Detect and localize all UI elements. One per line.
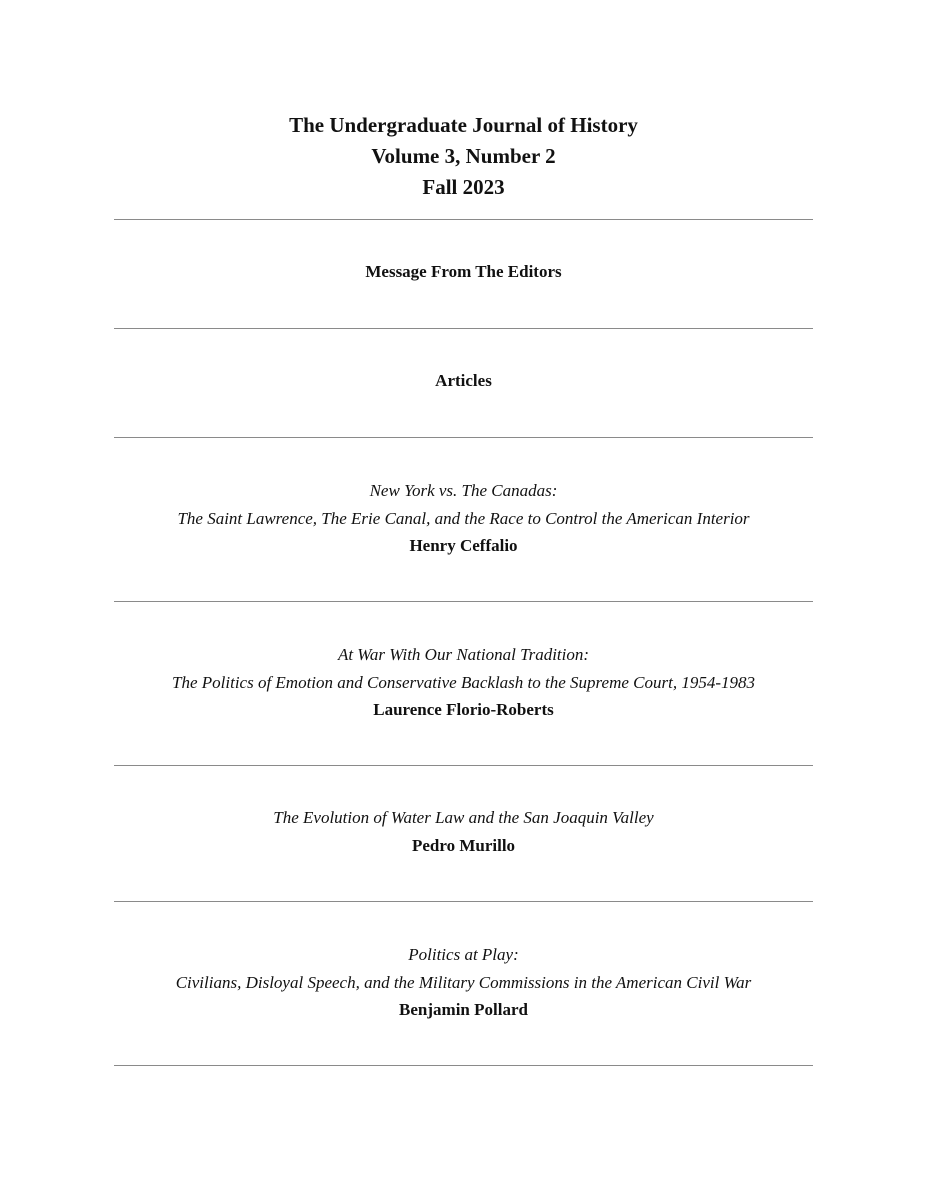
article-author: Henry Ceffalio bbox=[409, 536, 518, 555]
articles-heading: Articles bbox=[435, 371, 492, 390]
article-title-line[interactable]: The Evolution of Water Law and the San Joaquin Valley bbox=[273, 808, 654, 827]
article-title-line[interactable]: Politics at Play: bbox=[408, 945, 519, 964]
divider bbox=[114, 328, 813, 329]
articles-section bbox=[0, 368, 927, 394]
season-year: Fall 2023 bbox=[422, 175, 505, 199]
article-subtitle-line[interactable]: Civilians, Disloyal Speech, and the Military Commissions in the American Civil War bbox=[175, 972, 752, 992]
article-entry[interactable] bbox=[0, 477, 927, 560]
divider bbox=[114, 1065, 813, 1066]
divider bbox=[114, 437, 813, 438]
divider bbox=[114, 219, 813, 220]
article-entry[interactable] bbox=[0, 804, 927, 859]
article-entry[interactable] bbox=[0, 941, 927, 1024]
article-title-line[interactable]: New York vs. The Canadas: bbox=[369, 481, 558, 500]
divider bbox=[114, 901, 813, 902]
article-author: Pedro Murillo bbox=[411, 835, 516, 855]
journal-header bbox=[0, 110, 927, 203]
article-entry[interactable] bbox=[0, 641, 927, 724]
divider bbox=[114, 601, 813, 602]
article-subtitle-line[interactable]: The Saint Lawrence, The Erie Canal, and the Race to Control the American Interior bbox=[177, 508, 750, 528]
article-author: Laurence Florio-Roberts bbox=[373, 700, 554, 719]
editors-message-section bbox=[0, 259, 927, 285]
article-title-line[interactable]: At War With Our National Tradition: bbox=[337, 645, 590, 664]
journal-title: The Undergraduate Journal of History bbox=[289, 113, 638, 137]
article-author: Benjamin Pollard bbox=[399, 1000, 528, 1019]
volume-issue: Volume 3, Number 2 bbox=[371, 144, 556, 168]
article-subtitle-line[interactable]: The Politics of Emotion and Conservative Backlash to the Supreme Court, 1954-1983 bbox=[172, 672, 755, 692]
divider bbox=[114, 765, 813, 766]
editors-message-link[interactable]: Message From The Editors bbox=[365, 262, 562, 281]
